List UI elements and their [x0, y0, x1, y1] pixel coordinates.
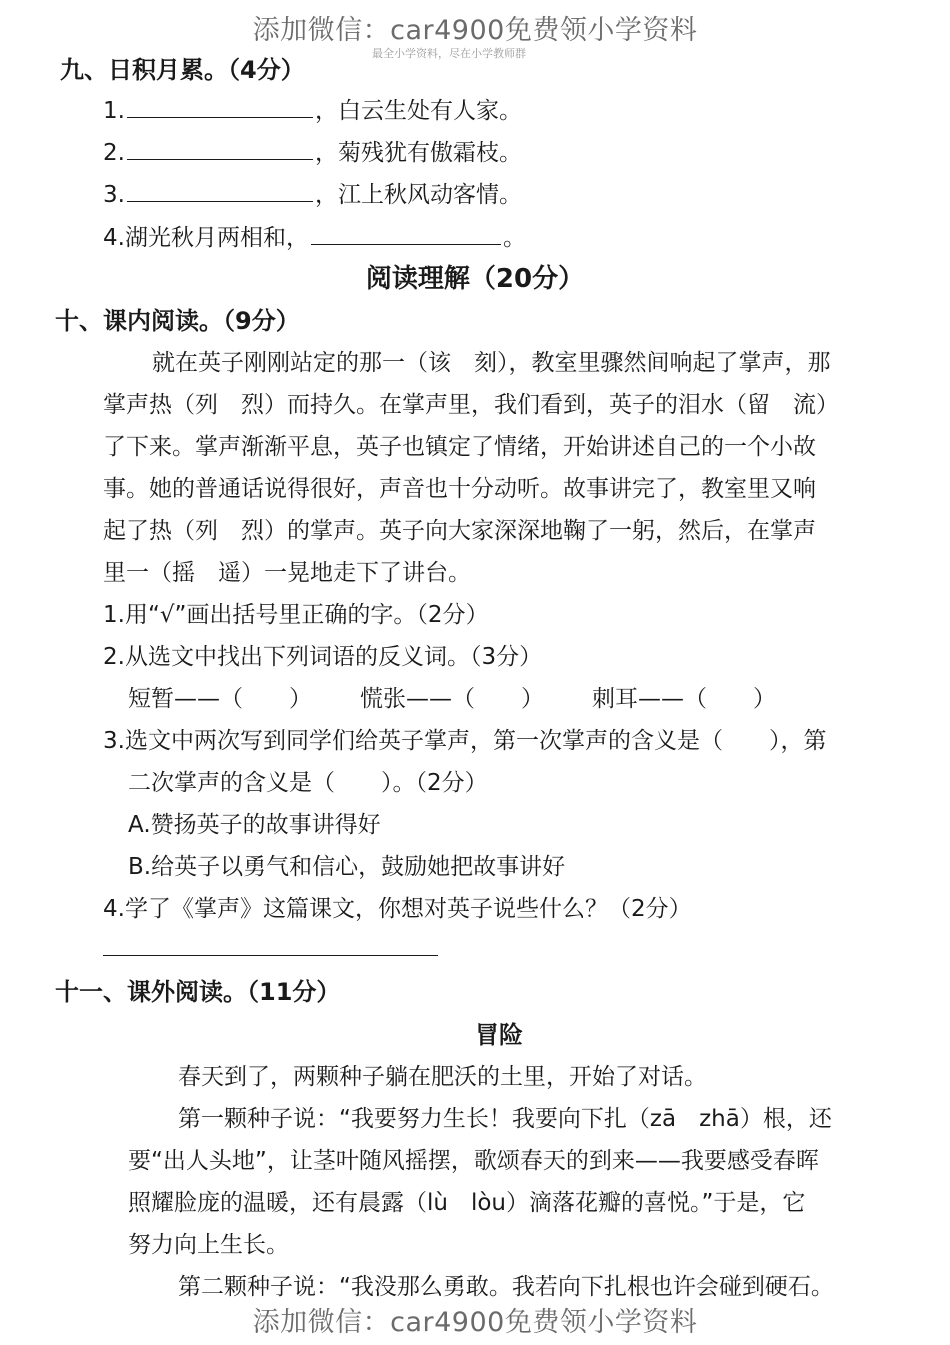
passage-line: 掌声热（列 烈）而持久。在掌声里，我们看到，英子的泪水（留 流） [103, 392, 839, 418]
answer-line-q4[interactable] [103, 955, 438, 956]
fill-item-4: 4.湖光秋月两相和， 。 [103, 219, 526, 252]
reading-section-title: 阅读理解（20分） [365, 264, 585, 294]
watermark-subtext: 最全小学资料，尽在小学教师群 [372, 47, 526, 60]
watermark-bottom: 添加微信：car4900免费领小学资料 [252, 1307, 698, 1338]
story-title: 冒险 [475, 1021, 523, 1049]
answer-blank-1[interactable] [127, 95, 313, 118]
question-4: 4.学了《掌声》这篇课文，你想对英子说些什么？（2分） [103, 896, 692, 922]
question-3-line2: 二次掌声的含义是（ ）。（2分） [128, 770, 488, 796]
section9-title: 九、日积月累。（4分） [60, 56, 305, 84]
antonym-item-3[interactable]: 刺耳——（ ） [592, 686, 776, 712]
passage-line: 里一（摇 遥）一晃地走下了讲台。 [103, 560, 471, 586]
section10-title: 十、课内阅读。（9分） [55, 307, 300, 335]
fill-item-3: 3. ，江上秋风动客情。 [103, 176, 522, 209]
passage-line: 就在英子刚刚站定的那一（该 刻），教室里骤然间响起了掌声，那 [152, 350, 831, 376]
question-2: 2.从选文中找出下列词语的反义词。（3分） [103, 644, 543, 670]
watermark-top: 添加微信：car4900免费领小学资料 [252, 15, 698, 46]
story-line: 照耀脸庞的温暖，还有晨露（lù lòu）滴落花瓣的喜悦。”于是，它 [128, 1190, 806, 1216]
story-paragraph-3: 第二颗种子说：“我没那么勇敢。我若向下扎根也许会碰到硬石。 [178, 1274, 834, 1300]
answer-blank-2[interactable] [127, 137, 313, 160]
antonym-item-1[interactable]: 短暂——（ ） [128, 686, 312, 712]
antonym-item-2[interactable]: 慌张——（ ） [360, 686, 544, 712]
section11-title: 十一、课外阅读。（11分） [55, 978, 341, 1006]
answer-blank-4[interactable] [311, 222, 501, 245]
story-paragraph-1: 春天到了，两颗种子躺在肥沃的土里，开始了对话。 [178, 1064, 707, 1090]
fill-item-2: 2. ，菊残犹有傲霜枝。 [103, 134, 522, 167]
option-a: A.赞扬英子的故事讲得好 [128, 812, 381, 838]
story-line: 努力向上生长。 [128, 1232, 289, 1258]
story-line: 第一颗种子说：“我要努力生长！我要向下扎（zā zhā）根，还 [178, 1106, 832, 1132]
passage-line: 起了热（列 烈）的掌声。英子向大家深深地鞠了一躬，然后，在掌声 [103, 518, 816, 544]
question-1: 1.用“√”画出括号里正确的字。（2分） [103, 602, 489, 628]
answer-blank-3[interactable] [127, 179, 313, 202]
question-3-line1: 3.选文中两次写到同学们给英子掌声，第一次掌声的含义是（ ），第 [103, 728, 827, 754]
option-b: B.给英子以勇气和信心，鼓励她把故事讲好 [128, 854, 566, 880]
passage-line: 事。她的普通话说得很好，声音也十分动听。故事讲完了，教室里又响 [103, 476, 816, 502]
story-line: 要“出人头地”，让茎叶随风摇摆，歌颂春天的到来——我要感受春晖 [128, 1148, 819, 1174]
passage-line: 了下来。掌声渐渐平息，英子也镇定了情绪，开始讲述自己的一个小故 [103, 434, 816, 460]
fill-item-1: 1. ，白云生处有人家。 [103, 92, 522, 125]
